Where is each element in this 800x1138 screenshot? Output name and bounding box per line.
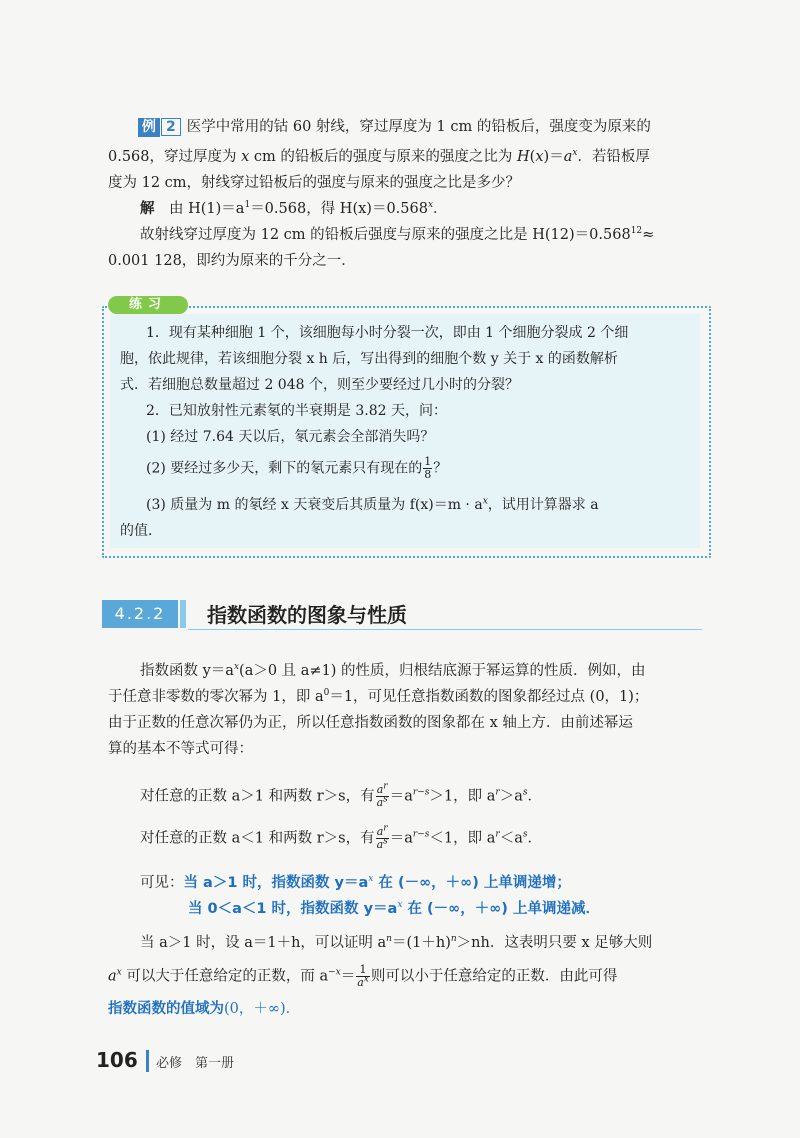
solution-line-1: 解 由 $H(1)=a^1=0.568$，得 $H(x)=0.568^x$． [140,200,448,217]
body-p2-line-1: 当 a＞1 时，设 a＝1＋h，可以证明 $a^n=(1+h)^n>nh$．这表明只要 x 足够大则 [140,934,653,951]
section-title: 指数函数的图象与性质 [207,603,407,627]
example-line-1: 例 2 医学中常用的钴 60 射线，穿过厚度为 1 cm 的铅板后，强度变为原来的 [138,116,651,138]
body-p1-line-3: 由于正数的任意次幂仍为正，所以任意指数函数的图象都在 x 轴上方．由前述幂运 [108,715,633,731]
practice-q1-line-2: 胞，依此规律，若该细胞分裂 x h 后，写出得到的细胞个数 y 关于 x 的函数解析 [120,351,618,367]
body-p1-line-4: 算的基本不等式可得： [108,741,253,757]
solution-line-2: 故射线穿过厚度为 12 cm 的铅板后强度与原来的强度之比是 $H(12)=0.568^{12}\approx$ [140,226,655,243]
body-p1-line-2: 于任意非零数的零次幂为 1，即 $a^0=1$，可见任意指数函数的图象都经过点 (0，1)； [108,688,649,705]
practice-q2-sub-1: (1) 经过 7.64 天以后，氡元素会全部消失吗？ [146,429,435,445]
conclusion-line-2: 当 0＜a＜1 时，指数函数 $y=a^x$ 在 (－∞，＋∞) 上单调递减． [188,900,600,917]
practice-q2-sub-2: (2) 要经过多少天，剩下的氡元素只有现在的 $\frac{1}{8}$ ？ [146,455,448,481]
fraction-ar-over-as-2: $\frac{a^r}{a^s}$ [376,823,388,851]
practice-q1-line-3: 式．若细胞总数量超过 2 048 个，则至少要经过几小时的分裂？ [120,377,519,393]
practice-q1-line-1: 1．现有某种细胞 1 个，该细胞每小时分裂一次，即由 1 个细胞分裂成 2 个细 [146,325,629,341]
example-line-2: 0.568，穿过厚度为 x cm 的铅板后的强度与原来的强度之比为 $H(x)=a^x$．若铅板厚 [108,148,650,165]
example-number-badge: 2 [161,118,181,136]
fraction-one-over-ax: $\frac{1}{a^x}$ [357,963,369,989]
example-line-3: 度为 12 cm，射线穿过铅板后的强度与原来的强度之比是多少？ [108,175,521,191]
practice-tag: 练习 [108,296,188,314]
body-p2-line-3: 指数函数的值域为(0，＋∞)． [108,1001,301,1017]
practice-q2-sub-3-line-1: (3) 质量为 m 的氡经 x 天衰变后其质量为 $f(x)=m \cdot a^x$，试用计算器求 a [146,496,599,513]
section-rule [188,629,702,630]
body-p2-line-2: $a^x$ 可以大于任意给定的正数，而 $a^{-x}=$ $\frac{1}{a^x}$ 则可以小于任意给定的正数．由此可得 [108,963,618,989]
practice-q2-sub-3-line-2: 的值． [120,523,162,539]
footer-bar [146,1050,149,1072]
example-badge: 例 [138,118,160,137]
section-bar [180,600,186,628]
body-p1-line-1: 指数函数 $y=a^x(a>0$ 且 a≠1) 的性质，归根结底源于幂运算的性质．例如，由 [140,662,646,679]
inequality-1: 对任意的正数 a＞1 和两数 r＞s，有 $\frac{a^r}{a^s}$ $=a^{r-s}>1$，即 $a^r>a^s$． [140,781,542,809]
practice-box [96,296,710,554]
solution-line-3: 0.001 128，即约为原来的千分之一． [108,253,356,269]
fraction-ar-over-as: $\frac{a^r}{a^s}$ [376,781,388,809]
solution-label: 解 [140,201,155,217]
conclusion-line-1: 可见：当 a＞1 时，指数函数 $y=a^x$ 在 (－∞，＋∞) 上单调递增； [140,874,571,891]
fraction-one-eighth: $\frac{1}{8}$ [424,455,432,481]
book-label: 必修 第一册 [156,1056,235,1071]
inequality-2: 对任意的正数 a＜1 和两数 r＞s，有 $\frac{a^r}{a^s}$ $=a^{r-s}<1$，即 $a^r<a^s$． [140,823,542,851]
page-number: 106 [96,1048,138,1072]
practice-q2-line-1: 2．已知放射性元素氡的半衰期是 3.82 天，问： [146,403,447,419]
section-number: 4.2.2 [102,600,178,628]
